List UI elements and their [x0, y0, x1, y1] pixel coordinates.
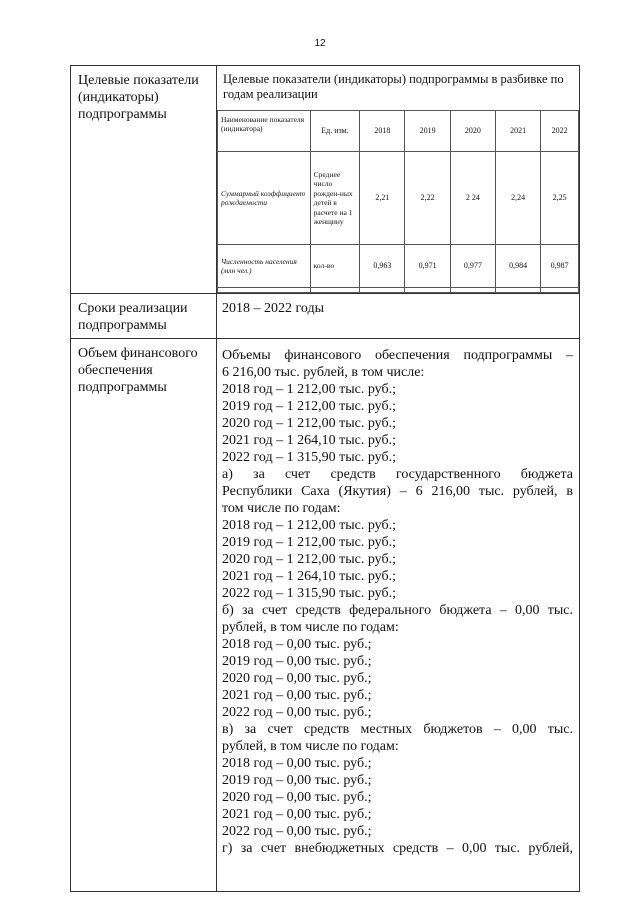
financing-line: 2018 год – 0,00 тыс. руб.;	[222, 756, 372, 771]
targets-label	[71, 66, 216, 127]
period-label-line: подпрограммы	[78, 318, 167, 333]
financing-label-line: подпрограммы	[78, 380, 167, 395]
indicator-value: 2,24	[495, 152, 540, 245]
financing-line: 2022 год – 0,00 тыс. руб.;	[222, 824, 372, 839]
indicator-name: Численность населения (млн чел.)	[218, 245, 311, 288]
header-unit: Ед. изм.	[310, 111, 360, 152]
header-indicator-name: Наименование показателя (индикатора)	[218, 111, 311, 152]
targets-label-line: Целевые показатели	[78, 73, 199, 88]
financing-line: 2018 год – 0,00 тыс. руб.;	[222, 637, 372, 652]
indicator-value: 0,971	[405, 245, 450, 288]
indicator-row	[218, 152, 579, 245]
targets-title: Целевые показатели (индикаторы) подпрограммы в разбивке по годам реализации	[223, 72, 564, 101]
header-year: 2019	[405, 111, 450, 152]
financing-line: 2019 год – 0,00 тыс. руб.;	[222, 654, 372, 669]
period-label-cell	[71, 294, 217, 339]
header-year: 2018	[360, 111, 405, 152]
financing-line: Республики Саха (Якутия) – 6 216,00 тыс. рублей, в	[222, 484, 573, 499]
period-label	[71, 294, 216, 338]
indicator-unit: кол-во	[310, 245, 360, 288]
targets-label-line: (индикаторы)	[78, 90, 159, 105]
indicator-row	[218, 245, 579, 288]
period-content-cell	[217, 294, 580, 339]
financing-line: 2021 год – 1 264,10 тыс. руб.;	[222, 569, 396, 584]
indicator-value: 0,963	[360, 245, 405, 288]
indicator-value: 2,22	[405, 152, 450, 245]
indicator-value: 0,987	[541, 245, 579, 288]
targets-label-line: подпрограммы	[78, 107, 167, 122]
financing-line: 2022 год – 0,00 тыс. руб.;	[222, 705, 372, 720]
indicator-value: 2,25	[541, 152, 579, 245]
financing-line: а) за счет средств государственного бюджета	[222, 467, 573, 482]
financing-line: в) за счет средств местных бюджетов – 0,00 тыс.	[222, 722, 573, 737]
indicator-value: 2,21	[360, 152, 405, 245]
indicators-table	[217, 110, 579, 293]
indicator-value: 2 24	[450, 152, 495, 245]
financing-line: рублей, в том числе по годам:	[222, 620, 399, 635]
passport-table	[70, 65, 580, 892]
financing-line: 2021 год – 0,00 тыс. руб.;	[222, 807, 372, 822]
financing-label-line: Объем финансового	[78, 346, 198, 361]
financing-line: 2020 год – 1 212,00 тыс. руб.;	[222, 552, 396, 567]
financing-line: 2019 год – 1 212,00 тыс. руб.;	[222, 399, 396, 414]
indicator-name: Суммарный коэффициент рождаемости	[218, 152, 311, 245]
financing-line: рублей, в том числе по годам:	[222, 739, 399, 754]
financing-label-line: обеспечения	[78, 363, 153, 378]
financing-line: 2022 год – 1 315,90 тыс. руб.;	[222, 450, 396, 465]
financing-line: 2021 год – 1 264,10 тыс. руб.;	[222, 433, 396, 448]
financing-line: 2021 год – 0,00 тыс. руб.;	[222, 688, 372, 703]
indicators-tail-row	[218, 288, 579, 293]
financing-row	[71, 339, 580, 892]
financing-line: том числе по годам:	[222, 501, 341, 516]
financing-line: 2018 год – 1 212,00 тыс. руб.;	[222, 382, 396, 397]
financing-line: 2018 год – 1 212,00 тыс. руб.;	[222, 518, 396, 533]
period-value: 2018 – 2022 годы	[222, 301, 325, 316]
financing-line: Объемы финансового обеспечения подпрограммы –	[222, 348, 573, 363]
financing-line: б) за счет средств федерального бюджета – 0,00 тыс.	[222, 603, 573, 618]
financing-line: 2019 год – 0,00 тыс. руб.;	[222, 773, 372, 788]
financing-line: 2020 год – 1 212,00 тыс. руб.;	[222, 416, 396, 431]
financing-text	[217, 339, 579, 891]
targets-row	[71, 66, 580, 294]
indicator-value: 0,984	[495, 245, 540, 288]
header-year: 2022	[541, 111, 579, 152]
financing-line: 2019 год – 1 212,00 тыс. руб.;	[222, 535, 396, 550]
period-row	[71, 294, 580, 339]
period-label-line: Сроки реализации	[78, 301, 188, 316]
financing-label-cell	[71, 339, 217, 892]
financing-line: 2020 год – 0,00 тыс. руб.;	[222, 790, 372, 805]
financing-line: 2022 год – 1 315,90 тыс. руб.;	[222, 586, 396, 601]
targets-content-cell	[217, 66, 580, 294]
page-number: 12	[314, 38, 326, 49]
indicator-value: 0,977	[450, 245, 495, 288]
indicator-unit: Среднее число рожден-ных детей в расчете на 1 женщину	[310, 152, 360, 245]
header-year: 2021	[495, 111, 540, 152]
header-year: 2020	[450, 111, 495, 152]
indicators-header-row	[218, 111, 579, 152]
financing-label	[71, 339, 216, 400]
financing-line: г) за счет внебюджетных средств – 0,00 тыс. рублей,	[222, 841, 573, 856]
financing-content-cell	[217, 339, 580, 892]
financing-line: 6 216,00 тыс. рублей, в том числе:	[222, 365, 425, 380]
targets-label-cell	[71, 66, 217, 294]
financing-line: 2020 год – 0,00 тыс. руб.;	[222, 671, 372, 686]
